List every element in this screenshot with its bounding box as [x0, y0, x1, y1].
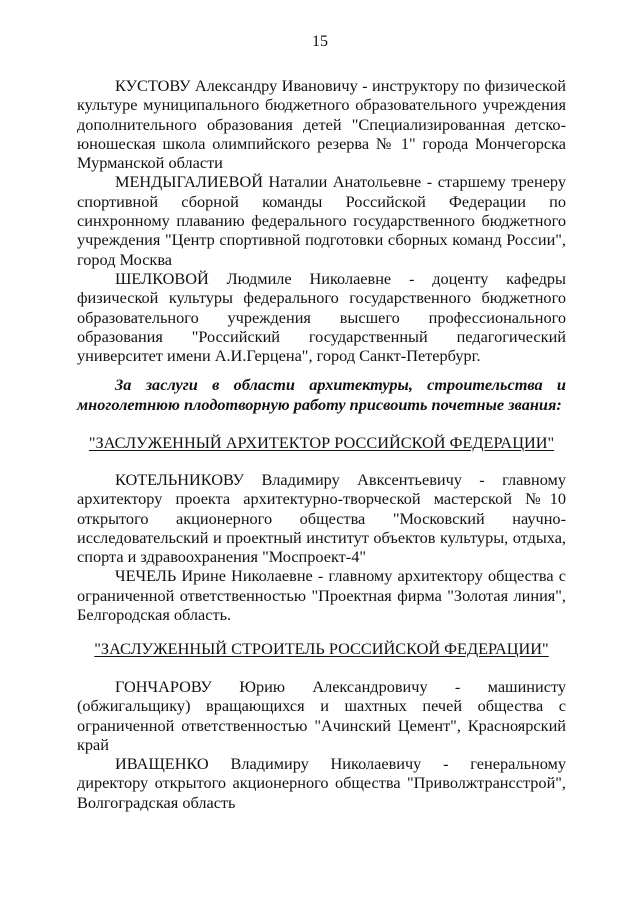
honorary-title-builder-text: "ЗАСЛУЖЕННЫЙ СТРОИТЕЛЬ РОССИЙСКОЙ ФЕДЕРАЦИИ" [94, 639, 549, 658]
decree-heading: За заслуги в области архитектуры, строительства и многолетнюю плодотворную работу присвоить почетные звания: [77, 375, 566, 414]
awardee-paragraph: ГОНЧАРОВУ Юрию Александровичу - машинисту (обжигальщику) вращающихся и шахтных печей общества с ограниченной ответственностью "Ачинский Цемент", Красноярский край [77, 677, 566, 754]
awardees-architect-section [77, 470, 566, 624]
awardee-paragraph: ШЕЛКОВОЙ Людмиле Николаевне - доценту кафедры физической культуры федерального государственного бюджетного образовательного учреждения высшего профессионального образования "Российский государственный педагогический университет имени А.И.Герцена", город Санкт-Петербург. [77, 268, 566, 366]
honorary-title-architect-text: "ЗАСЛУЖЕННЫЙ АРХИТЕКТОР РОССИЙСКОЙ ФЕДЕРАЦИИ" [88, 433, 555, 452]
page-number: 15 [312, 33, 328, 50]
honorary-title-builder [77, 639, 566, 658]
awardees-sport-section [77, 76, 566, 365]
awardee-paragraph: МЕНДЫГАЛИЕВОЙ Наталии Анатольевне - старшему тренеру спортивной сборной команды Российской Федерации по синхронному плаванию федерального государственного бюджетного учреждения "Центр спортивной подготовки сборных команд России", город Москва [77, 172, 566, 269]
awardees-builder-section [77, 677, 566, 812]
awardee-paragraph: ЧЕЧЕЛЬ Ирине Николаевне - главному архитектору общества с ограниченной ответственностью "Проектная фирма "Золотая линия", Белгородская область. [77, 566, 566, 625]
awardee-paragraph: ИВАЩЕНКО Владимиру Николаевичу - генеральному директору открытого акционерного общества "Приволжтрансстрой", Волгоградская область [77, 754, 566, 812]
honorary-title-architect [77, 433, 566, 452]
awardee-paragraph: КУСТОВУ Александру Ивановичу - инструктору по физической культуре муниципального бюджетного образовательного учреждения дополнительного образования детей "Специализированная детско-юношеская школа олимпийского резерва № 1" города Мончегорска Мурманской области [77, 76, 566, 173]
awardee-paragraph: КОТЕЛЬНИКОВУ Владимиру Авксентьевичу - главному архитектору проекта архитектурно-творческой мастерской №10 открытого акционерного общества "Московский научно-исследовательский и проектный институт объектов культуры, отдыха, спорта и здравоохранения "Моспроект-4" [77, 470, 566, 567]
